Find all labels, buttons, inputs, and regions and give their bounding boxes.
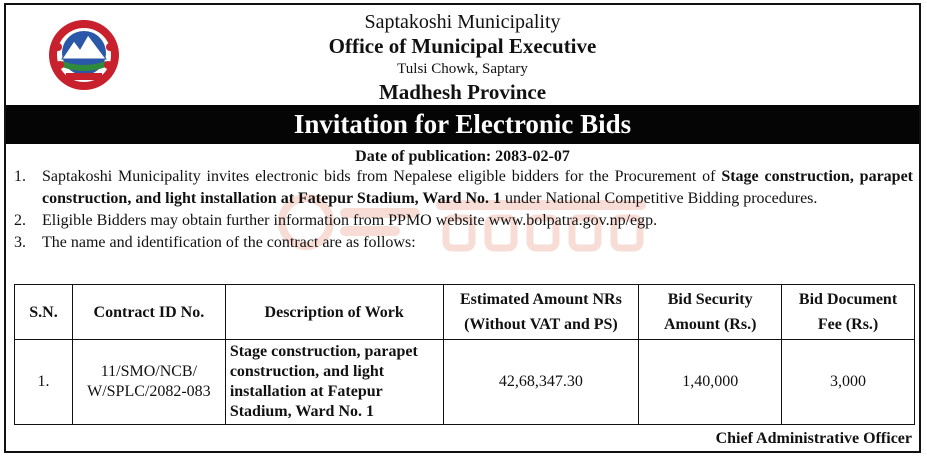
header-bid-fee-line2: Fee (Rs.) (817, 316, 879, 333)
point-number: 1. (14, 168, 26, 185)
notice-body (6, 166, 919, 254)
notice-frame (4, 3, 921, 453)
table-row (15, 340, 915, 425)
point-2 (6, 210, 919, 232)
header-description: Description of Work (225, 285, 443, 340)
point-1 (6, 166, 919, 210)
point-1-work-name: Stage construction, parapet construction, and light installation at Fatepur Stadium, Ward No. 1 (42, 168, 913, 207)
cell-contract-id-line2: W/SPLC/2082-083 (87, 383, 211, 400)
cell-contract-id (72, 340, 225, 425)
notice-points (6, 166, 919, 254)
header-contract-id: Contract ID No. (72, 285, 225, 340)
point-2-text: Eligible Bidders may obtain further information from PPMO website www.bolpatra.gov.np/egp. (42, 212, 658, 229)
municipality-name: Saptakoshi Municipality (364, 11, 561, 33)
contract-table (14, 284, 915, 425)
cell-estimated-amount: 42,68,347.30 (443, 340, 639, 425)
header-bid-security-line2: Amount (Rs.) (663, 316, 757, 333)
point-number: 3. (14, 234, 26, 251)
province-name: Madhesh Province (378, 80, 547, 104)
cell-bid-security: 1,40,000 (639, 340, 782, 425)
header-text (6, 10, 919, 104)
header-bid-fee (782, 285, 915, 340)
point-3-text: The name and identification of the contract are as follows: (42, 234, 416, 251)
header-estimated-amount (443, 285, 639, 340)
header-estimated-amount-line2: (Without VAT and PS) (464, 316, 618, 333)
point-1-text-end: under National Competitive Bidding procedures. (501, 190, 818, 207)
cell-contract-id-line1: 11/SMO/NCB/ (100, 363, 198, 380)
cell-sn: 1. (15, 340, 73, 425)
header-bid-security (639, 285, 782, 340)
point-1-text: Saptakoshi Municipality invites electronic bids from Nepalese eligible bidders for the Procurement of (42, 168, 722, 185)
header-bid-fee-line1: Bid Document (798, 291, 898, 308)
point-3 (6, 232, 919, 254)
cell-description: Stage construction, parapet construction, and light installation at Fatepur Stadium, Ward No. 1 (225, 340, 443, 425)
signature: Chief Administrative Officer (715, 430, 912, 447)
point-number: 2. (14, 212, 26, 229)
notice-header (6, 5, 919, 105)
header-bid-security-line1: Bid Security (667, 291, 753, 308)
office-address: Tulsi Chowk, Saptary (397, 61, 528, 77)
office-name: Office of Municipal Executive (328, 34, 597, 58)
cell-bid-fee: 3,000 (782, 340, 915, 425)
header-estimated-amount-line1: Estimated Amount NRs (460, 291, 622, 308)
notice-title: Invitation for Electronic Bids (6, 105, 919, 144)
header-sn: S.N. (15, 285, 73, 340)
publication-date: Date of publication: 2083-02-07 (355, 148, 570, 165)
table-header-row (15, 285, 915, 340)
